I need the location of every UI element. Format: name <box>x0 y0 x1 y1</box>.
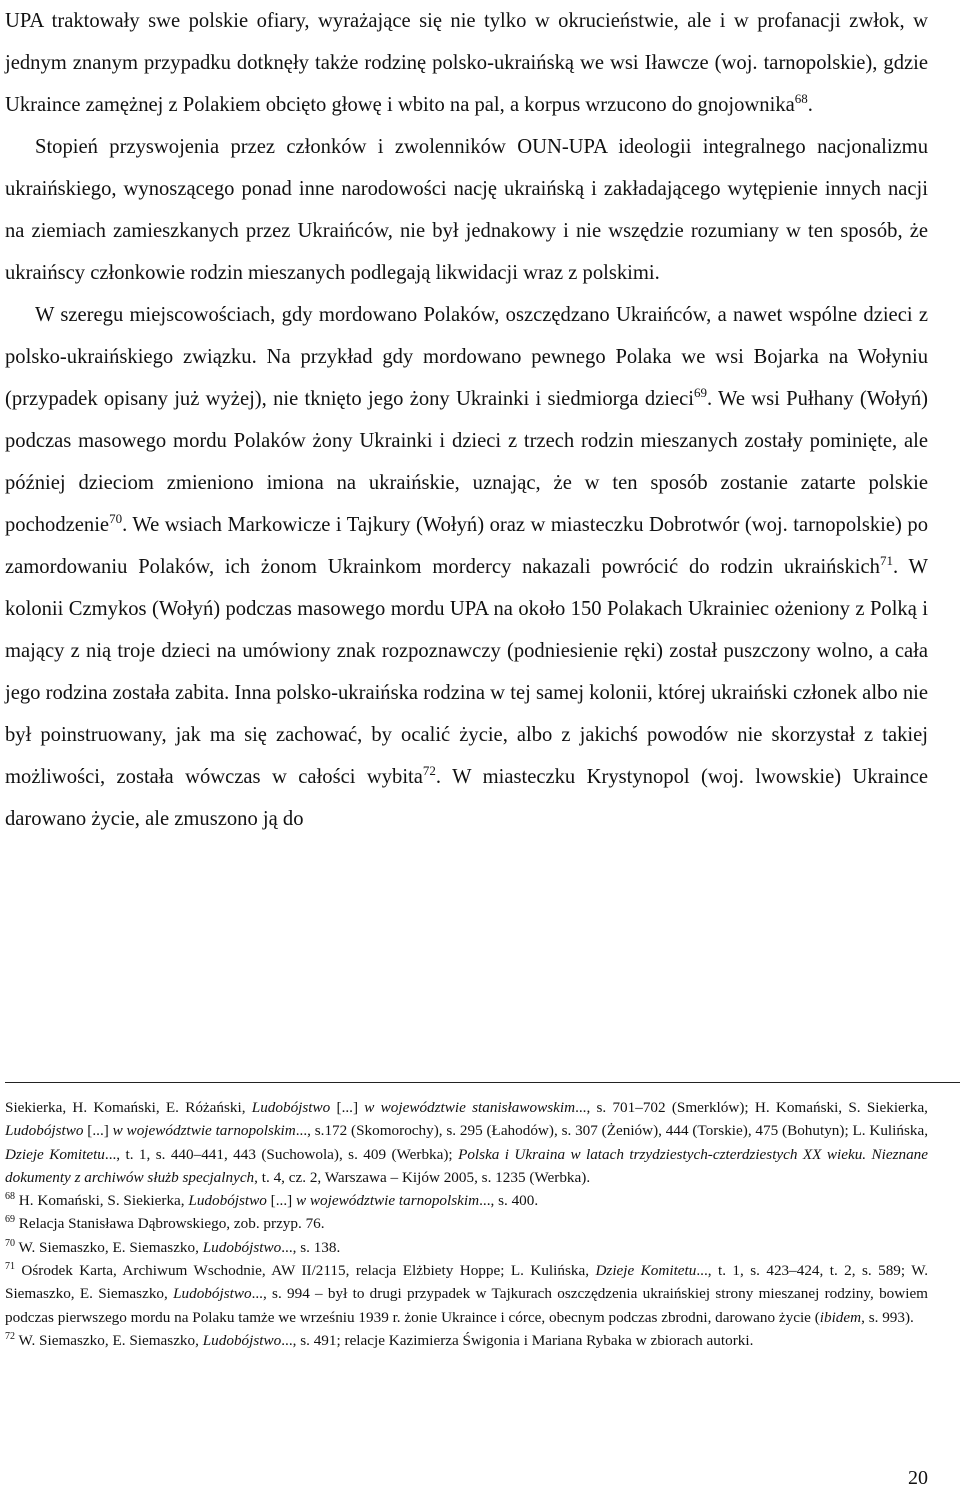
footnote-number: 72 <box>5 1330 15 1342</box>
footnote-number: 70 <box>5 1237 15 1249</box>
footnote-continued: Siekierka, H. Komański, E. Różański, Ludobójstwo [...] w województwie stanisławowskim..., s. 701–702 (Smerklów); H. Komański, S. Siekierka, Ludobójstwo [...] w województwie tarnopolskim..., s.172 (Skomorochy), s. 295 (Łahodów), s. 307 (Żeniów), 444 (Torskie), 475 (Bohutyn); L. Kulińska, Dzieje Komitetu..., t. 1, s. 440–441, 443 (Suchowola), s. 409 (Werbka); Polska i Ukraina w latach trzydziestych-czterdziestych XX wieku. Nieznane dokumenty z archiwów służb specjalnych, t. 4, cz. 2, Warszawa – Kijów 2005, s. 1235 (Werbka). <box>5 1099 929 1186</box>
footnote-ref-69[interactable]: 69 <box>694 385 708 400</box>
footnote-ref-71[interactable]: 71 <box>879 553 893 568</box>
page-number: 20 <box>908 1467 928 1489</box>
main-text <box>5 0 928 840</box>
footnotes <box>5 1096 928 1352</box>
footnote-ref-72[interactable]: 72 <box>422 763 436 778</box>
footnote-separator <box>5 1082 960 1083</box>
footnote-ref-70[interactable]: 70 <box>109 511 123 526</box>
footnote-69: $^{69}$ Relacja Stanisława Dąbrowskiego, zob. przyp. 76. <box>5 1214 325 1233</box>
footnote-number: 71 <box>5 1261 15 1273</box>
footnote-number: 69 <box>5 1214 15 1226</box>
footnote-70: $^{70}$ W. Siemaszko, E. Siemaszko, Ludobójstwo..., s. 138. <box>5 1237 341 1256</box>
footnote-71: $^{71}$ Ośrodek Karta, Archiwum Wschodnie, AW II/2115, relacja Elżbiety Hoppe; L. Kulińska, Dzieje Komitetu..., t. 1, s. 423–424, t. 2, s. 589; W. Siemaszko, E. Siemaszko, Ludobójstwo..., s. 994 – był to drugi przypadek w Tajkurach oszczędzenia ukraińskiej strony mieszanej rodziny, bowiem podczas pierwszego mordu na Polaku tamże we wrześniu 1939 r. żonie Ukraince i córce, obecnym podczas zbrodni, darowano życie (ibidem, s. 993). <box>5 1261 929 1326</box>
paragraph: Stopień przyswojenia przez członków i zwolenników OUN-UPA ideologii integralnego nacjonalizmu ukraińskiego, wynoszącego ponad inne narodowości nację ukraińską i zakładającego wytępienie innych nacji na ziemiach zamieszkanych przez Ukraińców, nie był jednakowy i nie wszędzie rozumiany w ten sposób, że ukraińscy członkowie rodzin mieszanych podlegają likwidacji wraz z polskimi. <box>5 136 928 284</box>
footnote-68: $^{68}$ H. Komański, S. Siekierka, Ludobójstwo [...] w województwie tarnopolskim..., s. 400. <box>5 1191 539 1210</box>
paragraph: UPA traktowały swe polskie ofiary, wyrażające się nie tylko w okrucieństwie, ale i w profanacji zwłok, w jednym znanym przypadku dotknęły także rodzinę polsko-ukraińską we wsi Iławcze (woj. tarnopolskie), gdzie Ukraince zamężnej z Polakiem obcięto głowę i wbito na pal, a korpus wrzucono do gnojownika$^{68}$. <box>5 10 928 116</box>
paragraph: W szeregu miejscowościach, gdy mordowano Polaków, oszczędzano Ukraińców, a nawet wspólne dzieci z polsko-ukraińskiego związku. Na przykład gdy mordowano pewnego Polaka we wsi Bojarka na Wołyniu (przypadek opisany już wyżej), nie tknięto jego żony Ukrainki i siedmiorga dzieci$^{69}$. We wsi Pułhany (Wołyń) podczas masowego mordu Polaków żony Ukrainki i dzieci z trzech rodzin mieszanych zostały pominięte, ale później dzieciom zmieniono imiona na ukraińskie, uznając, że w ten sposób zostanie zatarte polskie pochodzenie$^{70}$. We wsiach Markowicze i Tajkury (Wołyń) oraz w miasteczku Dobrotwór (woj. tarnopolskie) po zamordowaniu Polaków, ich żonom Ukrainkom mordercy nakazali powrócić do rodzin ukraińskich$^{71}$. W kolonii Czmykos (Wołyń) podczas masowego mordu UPA na około 150 Polakach Ukrainiec ożeniony z Polką i mający z nią troje dzieci na umówiony znak rozpoznawczy (podniesienie ręki) został puszczony wolno, a cała jego rodzina została zabita. Inna polsko-ukraińska rodzina w tej samej kolonii, której ukraiński członek albo nie był poinstruowany, jak ma się zachować, by ocalić życie, albo z jakichś powodów nie skorzystał z takiej możliwości, została wówczas w całości wybita$^{72}$. W miasteczku Krystynopol (woj. lwowskie) Ukraince darowano życie, ale zmuszono ją do <box>5 304 929 830</box>
footnote-72: $^{72}$ W. Siemaszko, E. Siemaszko, Ludobójstwo..., s. 491; relacje Kazimierza Świgonia i Mariana Rybaka w zbiorach autorki. <box>5 1330 754 1349</box>
footnote-ref-68[interactable]: 68 <box>794 91 808 106</box>
footnote-number: 68 <box>5 1191 15 1203</box>
